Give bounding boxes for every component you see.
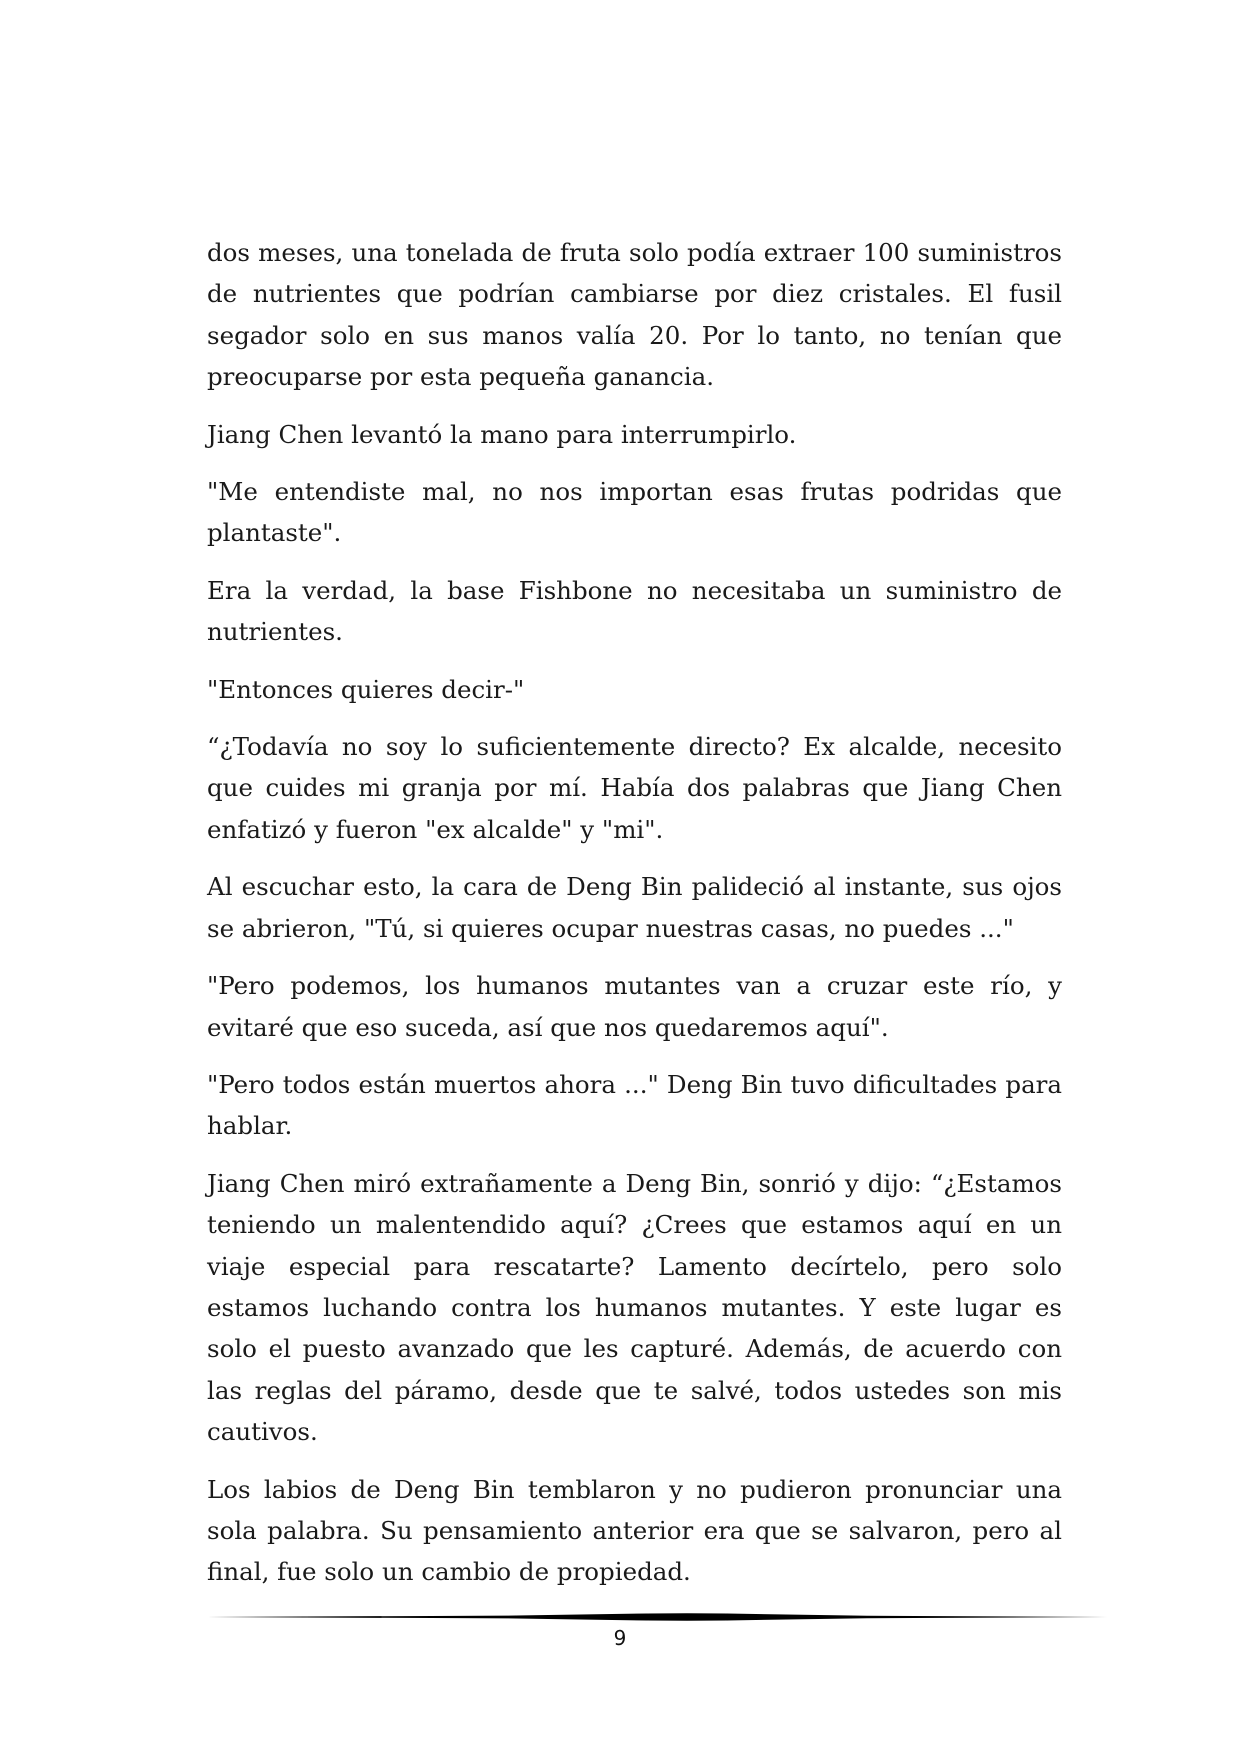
paragraph-3: "Me entendiste mal, no nos importan esas frutas podridas que plantaste". bbox=[207, 477, 1062, 548]
paragraph-6: “¿Todavía no soy lo suficientemente directo? Ex alcalde, necesito que cuides mi granja por mí. Había dos palabras que Jiang Chen enfatizó y fueron "ex alcalde" y "mi". bbox=[207, 732, 1062, 844]
paragraph-1: dos meses, una tonelada de fruta solo podía extraer 100 suministros de nutrientes que podrían cambiarse por diez cristales. El fusil segador solo en sus manos valía 20. Por lo tanto, no tenían que preocuparse por esta pequeña ganancia. bbox=[207, 238, 1062, 392]
body-text bbox=[207, 232, 1062, 1609]
paragraph-5: "Entonces quieres decir-" bbox=[207, 674, 525, 704]
footer-rule bbox=[207, 1612, 1107, 1622]
paragraph-11: Los labios de Deng Bin temblaron y no pudieron pronunciar una sola palabra. Su pensamiento anterior era que se salvaron, pero al final, fue solo un cambio de propiedad. bbox=[207, 1474, 1062, 1587]
paragraph-10: Jiang Chen miró extrañamente a Deng Bin, sonrió y dijo: “¿Estamos teniendo un malentendido aquí? ¿Crees que estamos aquí en un viaje especial para rescatarte? Lamento decírtelo, pero solo estamos luchando contra los humanos mutantes. Y este lugar es solo el puesto avanzado que les capturé. Además, de acuerdo con las reglas del páramo, desde que te salvé, todos ustedes son mis cautivos. bbox=[207, 1168, 1062, 1447]
paragraph-7: Al escuchar esto, la cara de Deng Bin palideció al instante, sus ojos se abrieron, "Tú, si quieres ocupar nuestras casas, no puedes ..." bbox=[207, 872, 1062, 943]
paragraph-4: Era la verdad, la base Fishbone no necesitaba un suministro de nutrientes. bbox=[207, 575, 1062, 647]
paragraph-2: Jiang Chen levantó la mano para interrumpirlo. bbox=[207, 419, 797, 449]
paragraph-8: "Pero podemos, los humanos mutantes van a cruzar este río, y evitaré que eso suceda, así que nos quedaremos aquí". bbox=[207, 971, 1062, 1042]
paragraph-9: "Pero todos están muertos ahora ..." Deng Bin tuvo dificultades para hablar. bbox=[207, 1069, 1062, 1141]
page-number: 9 bbox=[613, 1626, 627, 1650]
